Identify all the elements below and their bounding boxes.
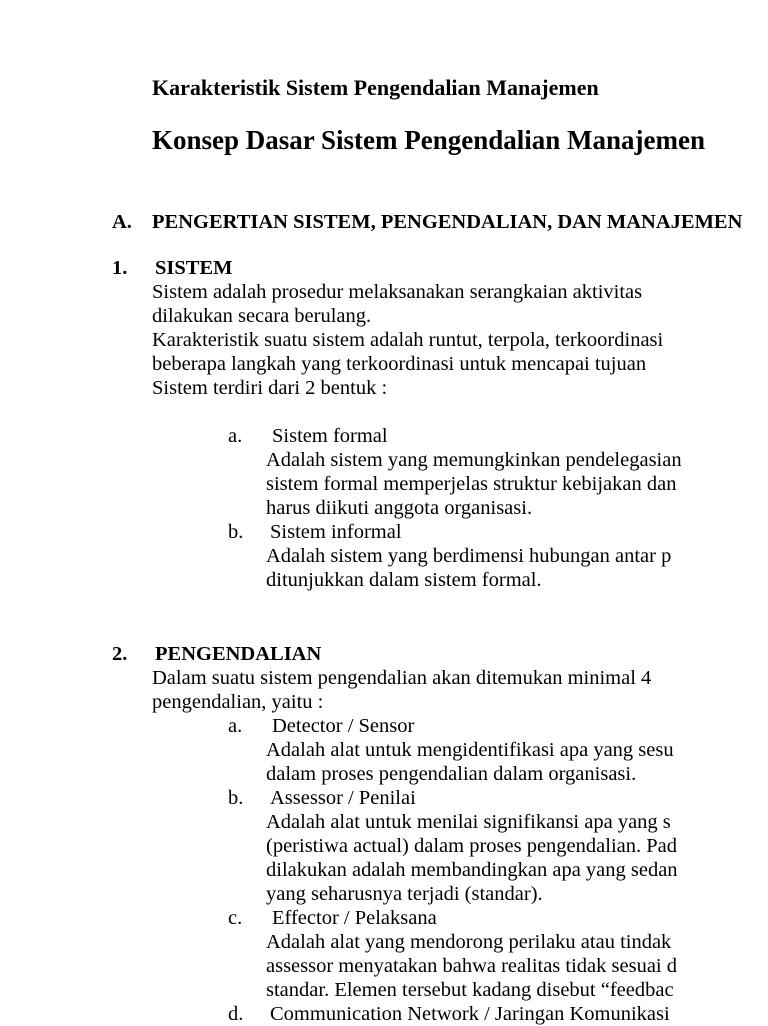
list-item-text: assessor menyatakan bahwa realitas tidak sesuai d bbox=[266, 955, 678, 977]
list-item-label: Assessor / Penilai bbox=[270, 787, 416, 809]
list-item-text: (peristiwa actual) dalam proses pengendalian. Pad bbox=[266, 835, 677, 857]
section-a-marker: A. bbox=[112, 211, 132, 233]
list-item-label: Sistem formal bbox=[272, 425, 388, 447]
list-item-label: Sistem informal bbox=[270, 521, 402, 543]
pengendalian-heading: PENGENDALIAN bbox=[155, 643, 322, 665]
sistem-text-line: Sistem terdiri dari 2 bentuk : bbox=[152, 377, 388, 399]
document-subtitle: Karakteristik Sistem Pengendalian Manajemen bbox=[152, 75, 599, 100]
list-item-text: dalam proses pengendalian dalam organisasi. bbox=[266, 763, 637, 785]
list-item-text: dilakukan adalah membandingkan apa yang sedan bbox=[266, 859, 678, 881]
pengendalian-number: 2. bbox=[112, 643, 128, 665]
list-item-text: ditunjukkan dalam sistem formal. bbox=[266, 569, 542, 591]
list-item-label: Communication Network / Jaringan Komunikasi bbox=[270, 1003, 670, 1025]
list-item-text: Adalah sistem yang memungkinkan pendelegasian bbox=[266, 449, 682, 471]
list-item-text: Adalah alat untuk menilai signifikansi apa yang s bbox=[266, 811, 671, 833]
list-item-marker: a. bbox=[228, 425, 243, 447]
list-item-text: sistem formal memperjelas struktur kebijakan dan bbox=[266, 473, 677, 495]
list-item-text: Adalah sistem yang berdimensi hubungan antar p bbox=[266, 545, 672, 567]
list-item-marker: c. bbox=[228, 907, 243, 929]
sistem-text-line: Sistem adalah prosedur melaksanakan serangkaian aktivitas bbox=[152, 281, 643, 303]
list-item-marker: a. bbox=[228, 715, 243, 737]
list-item-label: Effector / Pelaksana bbox=[272, 907, 437, 929]
list-item-text: Adalah alat untuk mengidentifikasi apa yang sesu bbox=[266, 739, 674, 761]
document-title: Konsep Dasar Sistem Pengendalian Manajemen bbox=[152, 125, 706, 155]
list-item-text: yang seharusnya terjadi (standar). bbox=[266, 883, 543, 905]
list-item-marker: b. bbox=[228, 521, 244, 543]
section-a-heading: PENGERTIAN SISTEM, PENGENDALIAN, DAN MANAJEMEN bbox=[152, 211, 743, 233]
list-item-text: harus diikuti anggota organisasi. bbox=[266, 497, 533, 519]
sistem-text-line: Karakteristik suatu sistem adalah runtut, terpola, terkoordinasi bbox=[152, 329, 664, 351]
sistem-text-line: dilakukan secara berulang. bbox=[152, 305, 372, 327]
list-item-label: Detector / Sensor bbox=[272, 715, 415, 737]
list-item-text: Adalah alat yang mendorong perilaku atau tindak bbox=[266, 931, 672, 953]
sistem-text-line: beberapa langkah yang terkoordinasi untuk mencapai tujuan bbox=[152, 353, 647, 375]
list-item-marker: d. bbox=[228, 1003, 244, 1025]
sistem-number: 1. bbox=[112, 257, 128, 279]
pengendalian-text-line: pengendalian, yaitu : bbox=[152, 691, 324, 713]
sistem-heading: SISTEM bbox=[155, 257, 233, 279]
list-item-text: standar. Elemen tersebut kadang disebut “feedbac bbox=[266, 979, 674, 1001]
pengendalian-text-line: Dalam suatu sistem pengendalian akan ditemukan minimal 4 bbox=[152, 667, 652, 689]
list-item-marker: b. bbox=[228, 787, 244, 809]
